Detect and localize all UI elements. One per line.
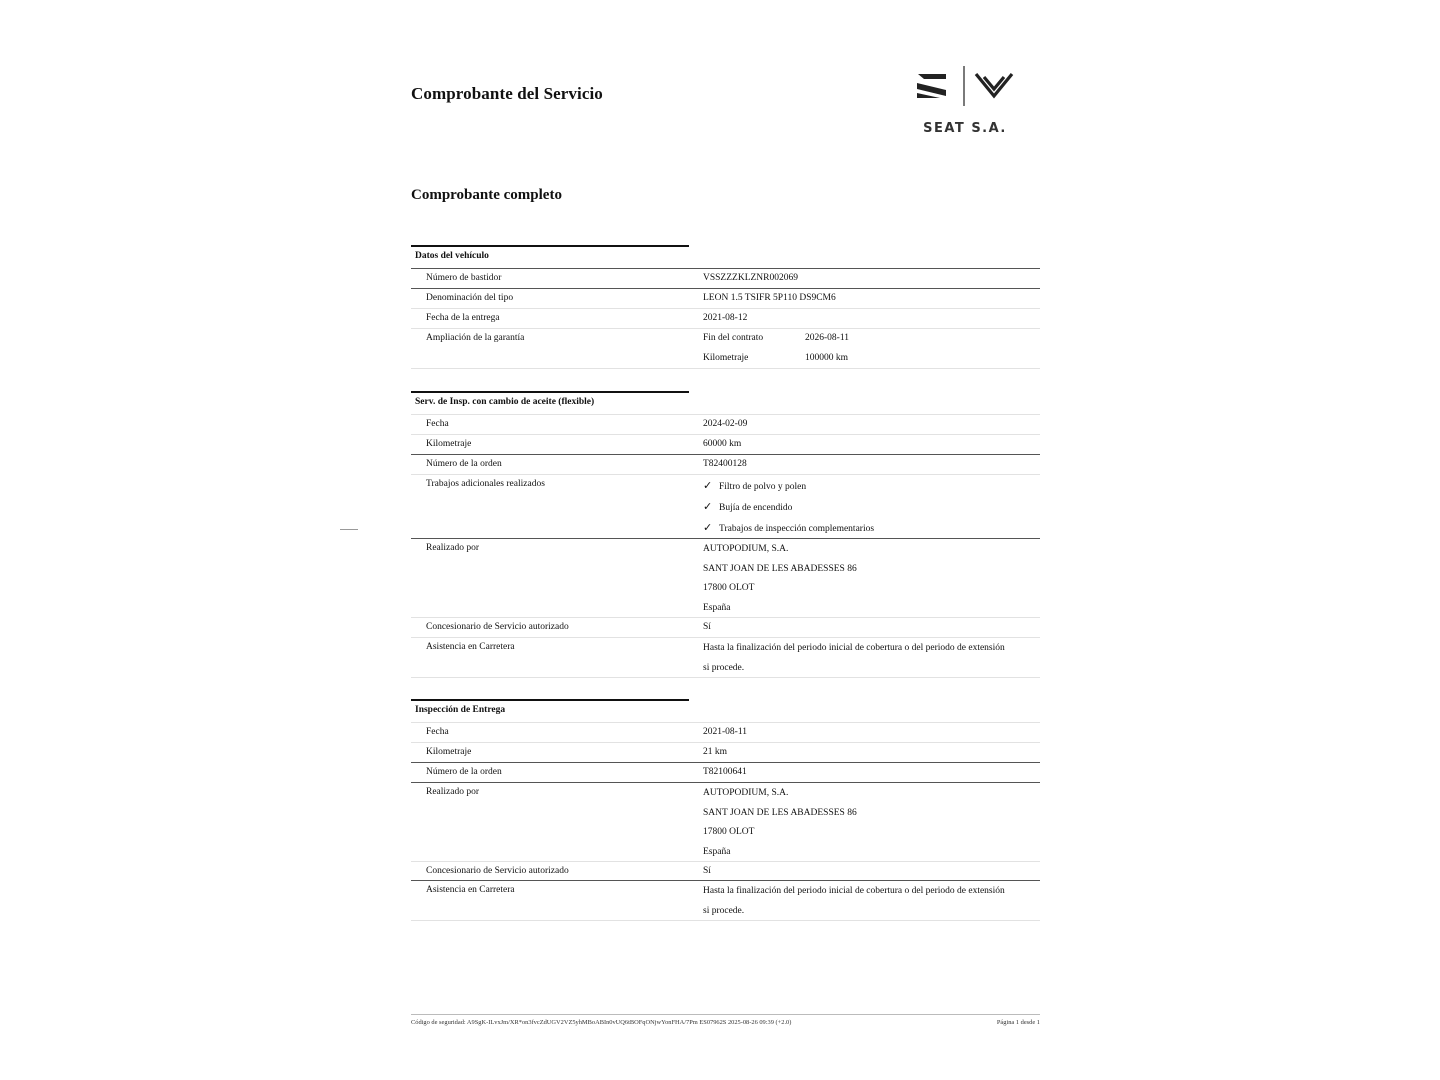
inspection-km-value: 21 km: [703, 747, 728, 757]
inspection-roadside-row: [411, 880, 1040, 920]
sub-label: Fin del contrato: [703, 333, 764, 343]
checkmark-icon: ✓: [703, 500, 713, 513]
divider: [340, 529, 358, 530]
type-value: LEON 1.5 TSIFR 5P110 DS9CM6: [703, 293, 836, 303]
delivery-date-row: [411, 308, 1040, 328]
brand-logo-icon: [910, 64, 1020, 114]
field-label: Realizado por: [426, 543, 480, 553]
vin-row: [411, 268, 1040, 288]
roadside-text: Hasta la finalización del periodo inicial de cobertura o del periodo de extensión: [703, 643, 1005, 653]
list-item: ✓ Trabajos de inspección complementarios: [703, 521, 875, 534]
warranty-km-value: 100000 km: [805, 352, 849, 363]
field-label: Número de la orden: [426, 767, 502, 777]
document-title: Comprobante del Servicio: [411, 84, 603, 103]
row-rule: [411, 677, 1040, 678]
extra-works-row: [411, 474, 1040, 538]
dealer-name: AUTOPODIUM, S.A.: [703, 544, 789, 554]
sub-label: Kilometraje: [703, 352, 749, 363]
security-code: Código de seguridad: A9SgK-ILvxJm/XR*on3fvcZdUGV2VZ5yhMBoABIn0vUQ6tBOFqONjwYonFHA/7Pm ES07962S 2025-08-26 09:39 (+2.0): [411, 1019, 792, 1026]
service-order-value: T82400128: [703, 459, 747, 469]
field-label: Número de bastidor: [426, 273, 502, 283]
service-by-row: [411, 538, 1040, 617]
authorized-value: Sí: [703, 622, 711, 632]
list-item: ✓ Bujía de encendido: [703, 500, 793, 513]
field-label: Kilometraje: [426, 747, 472, 757]
service-date-row: [411, 414, 1040, 434]
page-number: Página 1 desde 1: [996, 1019, 1040, 1026]
service-km-value: 60000 km: [703, 439, 742, 449]
service-order-row: [411, 454, 1040, 474]
section-rule: [411, 391, 689, 393]
roadside-text: si procede.: [703, 905, 745, 916]
field-label: Concesionario de Servicio autorizado: [426, 866, 569, 876]
field-label: Kilometraje: [426, 439, 472, 449]
service-km-row: [411, 434, 1040, 454]
checkmark-icon: ✓: [703, 521, 713, 534]
service-roadside-row: [411, 637, 1040, 677]
subtitle: Comprobante completo: [411, 187, 562, 203]
inspection-by-row: [411, 782, 1040, 861]
field-label: Concesionario de Servicio autorizado: [426, 622, 569, 632]
dealer-country: España: [703, 846, 731, 857]
field-label: Fecha: [426, 419, 449, 429]
row-rule: [411, 368, 1040, 369]
delivery-date-value: 2021-08-12: [703, 313, 748, 323]
section-title: Datos del vehículo: [415, 251, 489, 261]
service-authorized-row: [411, 617, 1040, 637]
dealer-name: AUTOPODIUM, S.A.: [703, 788, 789, 798]
field-label: Fecha: [426, 727, 449, 737]
field-label: Realizado por: [426, 787, 480, 797]
company-name: SEAT S.A.: [923, 121, 1007, 136]
section-rule: [411, 699, 689, 701]
type-row: [411, 288, 1040, 308]
inspection-authorized-row: [411, 861, 1040, 880]
field-label: Asistencia en Carretera: [426, 642, 515, 652]
vin-value: VSSZZZKLZNR002069: [703, 273, 798, 283]
dealer-city: 17800 OLOT: [703, 827, 755, 838]
roadside-text: Hasta la finalización del periodo inicial de cobertura o del periodo de extensión: [703, 886, 1005, 896]
field-label: Ampliación de la garantía: [426, 333, 525, 343]
roadside-text: si procede.: [703, 662, 745, 673]
checkmark-icon: ✓: [703, 479, 713, 492]
footer-rule: [411, 1014, 1040, 1015]
section-title: Serv. de Insp. con cambio de aceite (flexible): [415, 397, 595, 407]
dealer-address: SANT JOAN DE LES ABADESSES 86: [703, 563, 857, 574]
field-label: Número de la orden: [426, 459, 502, 469]
dealer-address: SANT JOAN DE LES ABADESSES 86: [703, 807, 857, 818]
inspection-order-row: [411, 762, 1040, 782]
warranty-end-value: 2026-08-11: [805, 333, 849, 343]
dealer-country: España: [703, 602, 731, 613]
field-label: Trabajos adicionales realizados: [426, 479, 545, 489]
seat-cupra-logo: [910, 64, 1020, 144]
list-item: ✓ Filtro de polvo y polen: [703, 479, 807, 492]
field-label: Asistencia en Carretera: [426, 885, 515, 895]
inspection-km-row: [411, 742, 1040, 762]
field-label: Fecha de la entrega: [426, 313, 500, 323]
field-label: Denominación del tipo: [426, 293, 514, 303]
authorized-value: Sí: [703, 866, 711, 876]
inspection-order-value: T82100641: [703, 767, 747, 777]
section-title: Inspección de Entrega: [415, 705, 506, 715]
warranty-row: [411, 328, 1040, 368]
row-rule: [411, 920, 1040, 921]
dealer-city: 17800 OLOT: [703, 583, 755, 594]
section-rule: [411, 245, 689, 247]
inspection-date-row: [411, 722, 1040, 742]
service-date-value: 2024-02-09: [703, 419, 748, 429]
inspection-date-value: 2021-08-11: [703, 727, 747, 737]
